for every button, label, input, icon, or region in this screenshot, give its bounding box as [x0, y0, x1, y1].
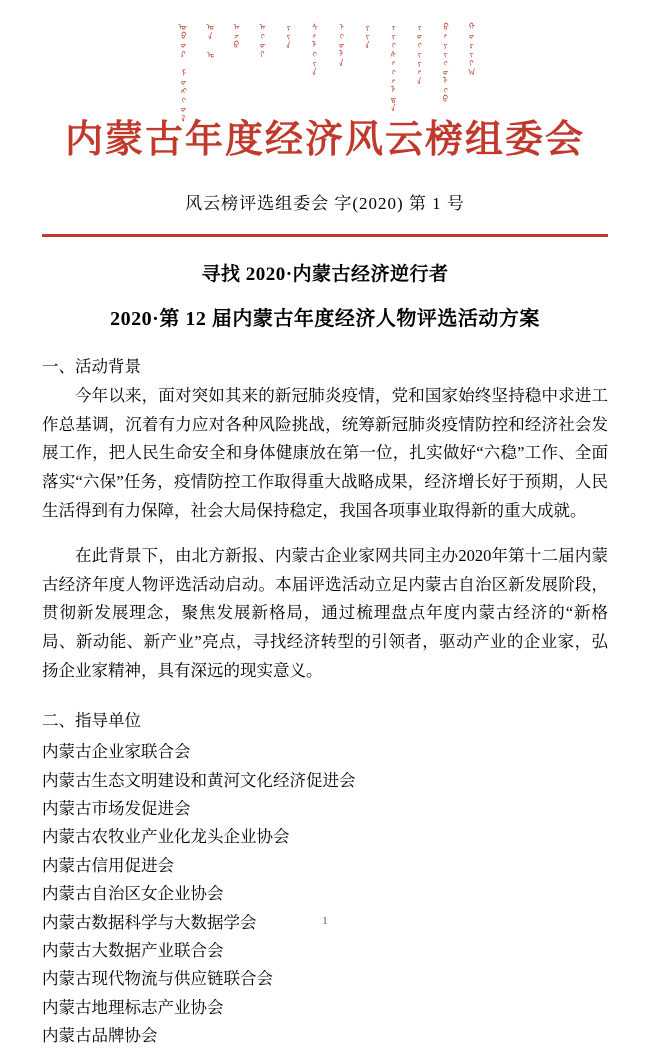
mongolian-column: ᠰᠠᠯᠬᠢᠨ: [308, 22, 317, 76]
guidance-organization-list: [42, 738, 608, 1050]
mongolian-column: ᠬᠣᠷᠢᠶ᠎ᠠ: [465, 22, 474, 76]
mongolian-column: ᠡᠭᠦᠯᠡ: [334, 22, 343, 67]
masthead-title: 内蒙古年度经济风云榜组委会: [64, 119, 585, 161]
mongolian-column: ᠵᠤᠬᠢᠶᠠᠨ: [412, 22, 422, 85]
page-title: 寻找 2020·内蒙古经济逆行者: [201, 264, 449, 285]
red-divider-rule: [42, 234, 608, 237]
paragraph-background-2: 在此背景下，由北方新报、内蒙古企业家网共同主办2020年第十二届内蒙古经济年度人物评选活动启动。本届评选活动立足内蒙古自治区新发展阶段，贯彻新发展理念，聚焦发展新格局，通过梳理盘点年度内蒙古经济的“新格局、新动能、新产业”亮点，寻找经济转型的引领者，驱动产业的企业家，弘扬企业家精神，具有深远的现实意义。: [42, 545, 608, 680]
list-item: 内蒙古农牧业产业化龙头企业协会: [42, 827, 290, 847]
page-subtitle: 2020·第 12 届内蒙古年度经济人物评选活动方案: [110, 308, 540, 330]
mongolian-column: ᠶᠢᠨ: [281, 22, 291, 49]
page-number: 1: [322, 915, 328, 927]
list-item: 内蒙古地理标志产业协会: [42, 997, 224, 1017]
mongolian-column: ᠵᠢᠭᠰᠠᠭᠠᠯᠲᠠ: [386, 22, 396, 112]
mongolian-script-header: [42, 0, 608, 122]
mongolian-column: ᠠᠬᠤᠢ: [255, 22, 265, 58]
list-item: 内蒙古信用促进会: [42, 855, 174, 875]
section-heading-background: 一、活动背景: [42, 357, 141, 376]
mongolian-column: ᠶᠢᠨ: [360, 22, 370, 49]
mongolian-column: ᠤᠨ ᠤ: [203, 22, 212, 59]
section-heading-guidance: 二、指导单位: [42, 711, 141, 731]
list-item: 内蒙古市场发促进会: [42, 799, 191, 819]
mongolian-column: ᠦᠪᠦᠷ ᠮᠤᠩᠭᠤᠯ: [177, 22, 186, 122]
list-item: 内蒙古企业家联合会: [42, 742, 191, 762]
list-item: 内蒙古数据科学与大数据学会: [42, 912, 257, 932]
list-item: 内蒙古自治区女企业协会: [42, 884, 224, 904]
document-number: 风云榜评选组委会 字(2020) 第 1 号: [185, 194, 465, 213]
list-item: 内蒙古生态文明建设和黄河文化经济促进会: [42, 770, 356, 790]
mongolian-column: ᠠᠵᠤ: [229, 22, 239, 49]
paragraph-background-1: 今年以来，面对突如其来的新冠肺炎疫情，党和国家始终坚持稳中求进工作总基调，沉着有力应对各种风险挑战，统筹新冠肺炎疫情防控和经济社会发展工作，把人民生命安全和身体健康放在第一位，扎实做好“六稳”工作、全面落实“六保”任务，疫情防控工作取得重大战略成果，经济增长好于预期，人民生活得到有力保障，社会大局保持稳定，我国各项事业取得新的重大成就。: [42, 385, 608, 520]
list-item: 内蒙古大数据产业联合会: [42, 940, 224, 960]
list-item: 内蒙古现代物流与供应链联合会: [42, 969, 273, 989]
mongolian-column: ᠪᠠᠶᠢᠭᠤᠯᠬᠤ: [439, 22, 448, 103]
list-item: 内蒙古品牌协会: [42, 1026, 158, 1046]
